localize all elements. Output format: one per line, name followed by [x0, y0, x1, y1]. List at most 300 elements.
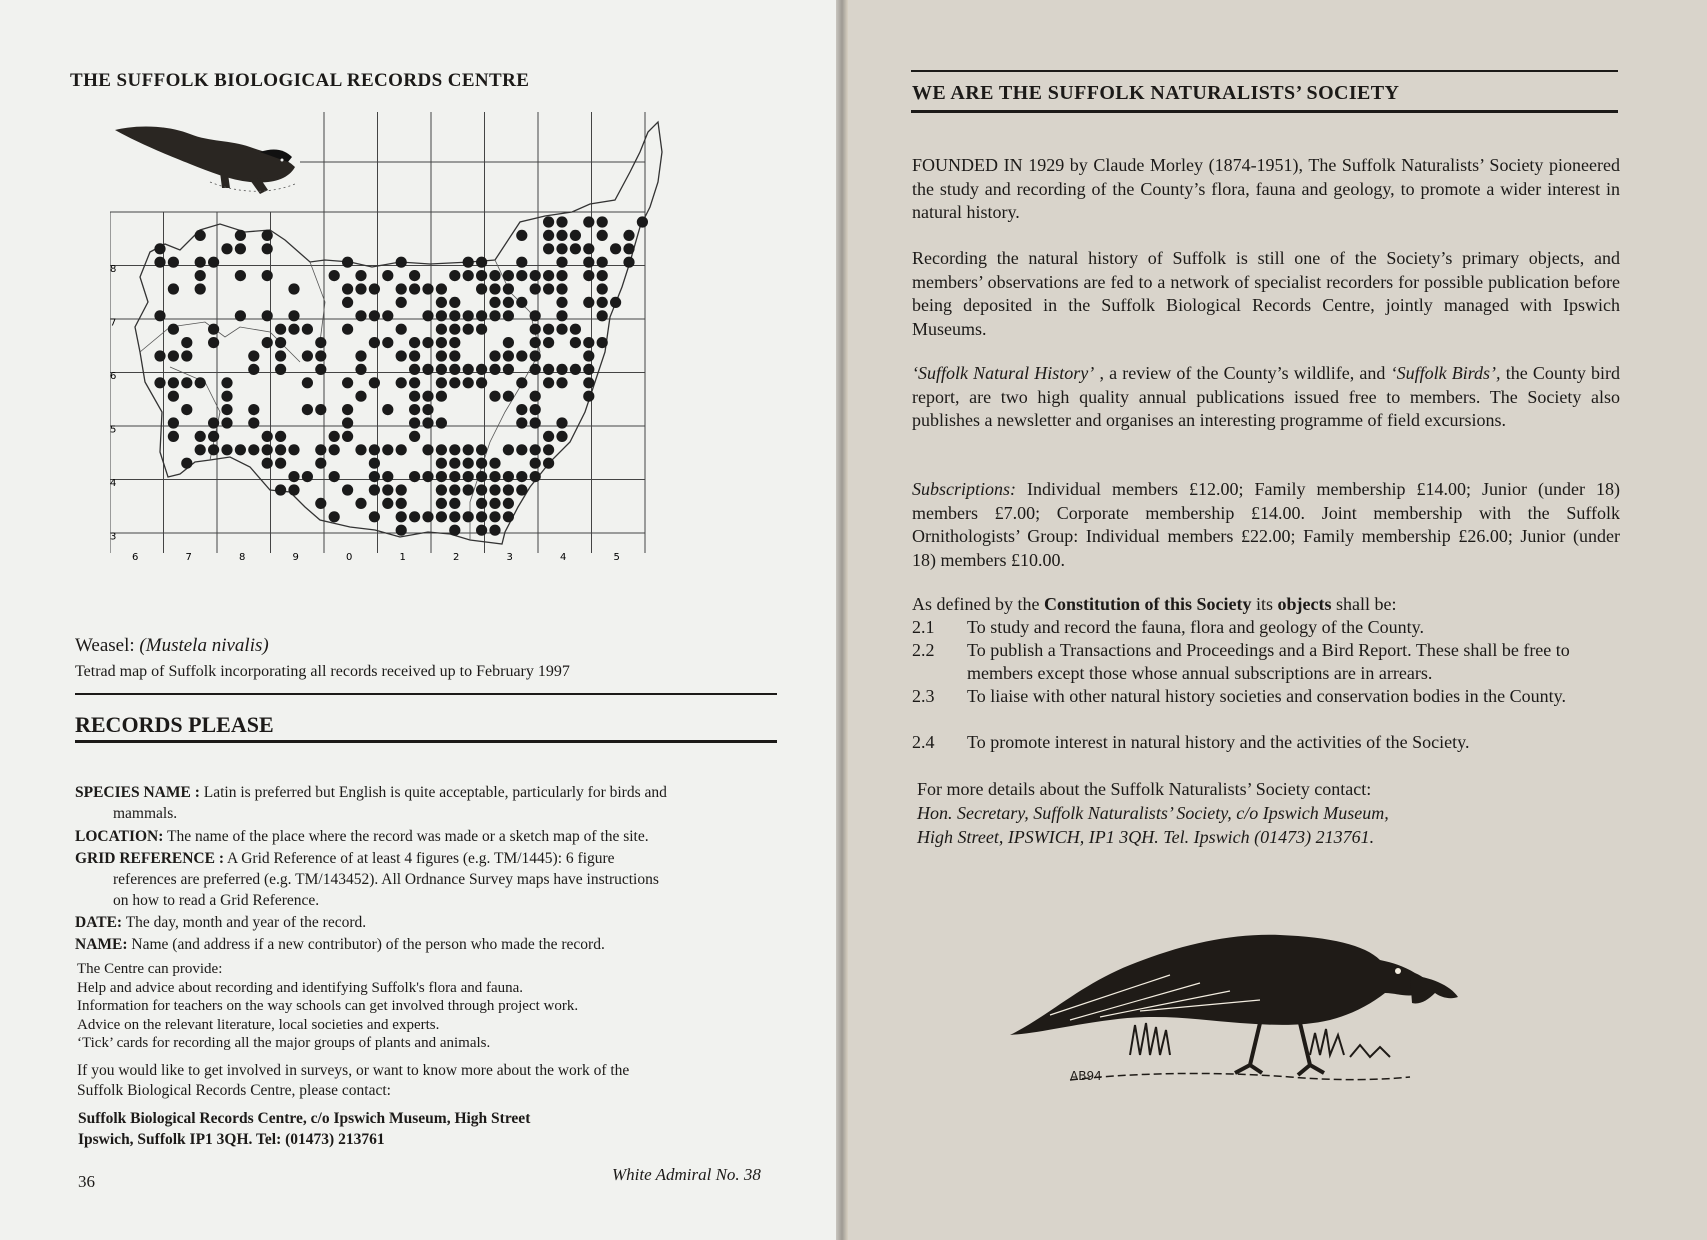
- record-dot: [637, 216, 648, 227]
- record-dot: [463, 270, 474, 281]
- object-item: [912, 731, 1620, 754]
- record-dot: [476, 471, 487, 482]
- list-item: Information for teachers on the way schools can get involved through project work.: [77, 998, 579, 1014]
- contact-line: High Street, IPSWICH, IP1 3QH. Tel. Ipswich (01473) 213761.: [917, 827, 1375, 847]
- record-dot: [355, 310, 366, 321]
- divider: [911, 110, 1618, 113]
- record-dot: [275, 364, 286, 375]
- record-dot: [208, 337, 219, 348]
- record-dot: [436, 364, 447, 375]
- record-dot: [422, 310, 433, 321]
- record-dot: [382, 471, 393, 482]
- map-y-tick-label: 4: [110, 478, 117, 489]
- map-x-tick-label: 8: [239, 552, 246, 563]
- divider: [911, 70, 1618, 72]
- record-dot: [168, 377, 179, 388]
- record-dot: [409, 337, 420, 348]
- object-number: 2.2: [912, 640, 935, 660]
- record-dot: [449, 350, 460, 361]
- subscriptions-paragraph: [912, 478, 1620, 572]
- involvement-note: [77, 1061, 777, 1101]
- weasel-illustration: [115, 127, 295, 194]
- record-dot: [476, 498, 487, 509]
- record-dot: [396, 350, 407, 361]
- record-dot: [583, 391, 594, 402]
- record-dot: [396, 525, 407, 536]
- record-dot: [235, 310, 246, 321]
- record-dot: [235, 230, 246, 241]
- record-dot: [543, 444, 554, 455]
- record-dot: [449, 337, 460, 348]
- record-dot: [597, 297, 608, 308]
- record-dot: [623, 243, 634, 254]
- record-dot: [409, 471, 420, 482]
- record-dot: [463, 310, 474, 321]
- record-dot: [396, 511, 407, 522]
- record-dot: [355, 283, 366, 294]
- record-dot: [329, 270, 340, 281]
- record-dot: [449, 364, 460, 375]
- record-dot: [556, 297, 567, 308]
- record-dot: [422, 337, 433, 348]
- field-text-cont: references are preferred (e.g. TM/143452). All Ordnance Survey maps have instructions: [113, 871, 659, 888]
- record-dot: [208, 431, 219, 442]
- record-dot: [489, 350, 500, 361]
- record-dot: [168, 283, 179, 294]
- map-x-tick-label: 3: [506, 552, 513, 563]
- record-dot: [503, 444, 514, 455]
- record-dot: [463, 364, 474, 375]
- map-y-tick-label: 5: [110, 424, 117, 436]
- record-dot: [262, 230, 273, 241]
- record-dot: [382, 270, 393, 281]
- field-location: [75, 826, 775, 847]
- record-dot: [409, 391, 420, 402]
- record-dot: [262, 444, 273, 455]
- record-dot: [154, 310, 165, 321]
- record-dot: [489, 458, 500, 469]
- record-dot: [221, 243, 232, 254]
- record-dot: [436, 324, 447, 335]
- record-dot: [449, 525, 460, 536]
- record-dot: [195, 270, 206, 281]
- record-dot: [422, 417, 433, 428]
- record-dot: [396, 498, 407, 509]
- record-dot: [342, 431, 353, 442]
- record-dot: [449, 458, 460, 469]
- record-dot: [436, 337, 447, 348]
- map-y-tick-label: 8: [110, 264, 117, 275]
- record-dot: [436, 444, 447, 455]
- record-dot: [436, 377, 447, 388]
- contact-line: Ipswich, Suffolk IP1 3QH. Tel: (01473) 213761: [78, 1131, 385, 1148]
- object-item: [912, 639, 1620, 685]
- record-dot: [382, 404, 393, 415]
- record-dot: [597, 270, 608, 281]
- field-text-cont: mammals.: [113, 805, 178, 822]
- record-dot: [516, 444, 527, 455]
- record-dot: [503, 364, 514, 375]
- record-dot: [275, 324, 286, 335]
- text-span: shall be:: [1331, 594, 1397, 614]
- record-dot: [503, 283, 514, 294]
- record-dot: [288, 484, 299, 495]
- record-dot: [275, 431, 286, 442]
- record-dot: [342, 417, 353, 428]
- record-dot: [409, 431, 420, 442]
- page-number: 36: [78, 1172, 95, 1191]
- map-x-tick-label: 2: [453, 552, 460, 563]
- record-dot: [556, 230, 567, 241]
- record-dot: [275, 337, 286, 348]
- record-dot: [154, 257, 165, 268]
- record-dot: [570, 337, 581, 348]
- record-dot: [489, 498, 500, 509]
- crow-illustration: [1010, 905, 1470, 1105]
- record-dot: [476, 364, 487, 375]
- field-name: [75, 934, 775, 955]
- record-dot: [583, 216, 594, 227]
- record-dot: [476, 484, 487, 495]
- record-dot: [463, 484, 474, 495]
- record-dot: [382, 444, 393, 455]
- record-dot: [583, 257, 594, 268]
- founding-paragraph: FOUNDED IN 1929 by Claude Morley (1874-1951), The Suffolk Naturalists’ Society pioneered the study and recording of the County’s flora, fauna and geology, to promote a wider interest in natural history.: [912, 155, 1620, 222]
- object-number: 2.4: [912, 732, 935, 752]
- record-dot: [516, 484, 527, 495]
- record-dot: [436, 297, 447, 308]
- record-dot: [556, 417, 567, 428]
- record-dot: [329, 444, 340, 455]
- record-dot: [489, 310, 500, 321]
- record-dot: [530, 364, 541, 375]
- record-dot: [556, 310, 567, 321]
- county-subdivision-line: [140, 260, 540, 540]
- record-dot: [516, 350, 527, 361]
- record-dot: [449, 310, 460, 321]
- record-dot: [315, 364, 326, 375]
- book-spine: [836, 0, 848, 1240]
- record-dot: [583, 350, 594, 361]
- record-dot: [355, 364, 366, 375]
- record-dot: [409, 417, 420, 428]
- record-dot: [409, 511, 420, 522]
- record-dot: [530, 458, 541, 469]
- record-dot: [329, 511, 340, 522]
- record-dot: [248, 417, 259, 428]
- record-dot: [503, 484, 514, 495]
- text-bold: objects: [1277, 594, 1332, 614]
- record-dot: [489, 391, 500, 402]
- record-dot: [369, 377, 380, 388]
- text-span: its: [1251, 594, 1278, 614]
- record-dot: [369, 484, 380, 495]
- field-text: The day, month and year of the record.: [125, 914, 367, 931]
- record-dot: [489, 484, 500, 495]
- record-dot: [382, 310, 393, 321]
- record-dot: [623, 230, 634, 241]
- record-dot: [623, 257, 634, 268]
- record-dot: [436, 471, 447, 482]
- record-dot: [409, 377, 420, 388]
- record-dot: [154, 350, 165, 361]
- record-dot: [583, 270, 594, 281]
- object-number: 2.3: [912, 686, 935, 706]
- record-dot: [583, 297, 594, 308]
- record-dot: [422, 364, 433, 375]
- record-dot: [463, 511, 474, 522]
- record-dot: [436, 310, 447, 321]
- record-dot: [476, 511, 487, 522]
- record-dot: [489, 297, 500, 308]
- field-text: The name of the place where the record was made or a sketch map of the site.: [167, 828, 649, 845]
- record-dot: [275, 444, 286, 455]
- record-dot: [409, 350, 420, 361]
- species-common-name: Weasel:: [75, 635, 135, 656]
- record-dot: [530, 391, 541, 402]
- record-dot: [208, 444, 219, 455]
- record-dot: [221, 377, 232, 388]
- record-dot: [248, 404, 259, 415]
- record-dot: [396, 257, 407, 268]
- record-dot: [543, 270, 554, 281]
- record-dot: [262, 337, 273, 348]
- object-item: [912, 685, 1620, 708]
- record-dot: [396, 324, 407, 335]
- record-dot: [503, 511, 514, 522]
- record-dot: [476, 444, 487, 455]
- divider: [75, 693, 777, 695]
- record-dot: [262, 270, 273, 281]
- record-dot: [396, 484, 407, 495]
- record-dot: [248, 364, 259, 375]
- record-dot: [543, 283, 554, 294]
- record-dot: [355, 391, 366, 402]
- record-dot: [503, 337, 514, 348]
- record-dot: [449, 484, 460, 495]
- record-dot: [543, 431, 554, 442]
- page-heading-records-centre: THE SUFFOLK BIOLOGICAL RECORDS CENTRE: [70, 70, 530, 91]
- record-dot: [409, 283, 420, 294]
- record-dot: [369, 511, 380, 522]
- map-x-tick-label: 6: [132, 552, 139, 563]
- record-dot: [342, 257, 353, 268]
- record-dot: [302, 404, 313, 415]
- record-dot: [329, 471, 340, 482]
- publication-title: ‘Suffolk Birds’,: [1390, 363, 1501, 383]
- field-label: GRID REFERENCE :: [75, 850, 224, 867]
- record-dot: [235, 444, 246, 455]
- record-dot: [556, 283, 567, 294]
- record-dot: [543, 243, 554, 254]
- record-dot: [489, 283, 500, 294]
- record-dot: [422, 444, 433, 455]
- record-dot: [597, 257, 608, 268]
- record-dot: [382, 498, 393, 509]
- record-dot: [476, 525, 487, 536]
- record-dot: [275, 350, 286, 361]
- record-dot: [262, 243, 273, 254]
- record-dot: [449, 511, 460, 522]
- record-dot: [583, 337, 594, 348]
- list-item: Advice on the relevant literature, local societies and experts.: [77, 1016, 440, 1033]
- record-dot: [556, 270, 567, 281]
- tetrad-distribution-map: [110, 112, 790, 622]
- record-dot: [503, 297, 514, 308]
- record-dot: [396, 444, 407, 455]
- record-dot: [221, 404, 232, 415]
- record-dot: [195, 257, 206, 268]
- page-heading-society: WE ARE THE SUFFOLK NATURALISTS’ SOCIETY: [912, 82, 1400, 104]
- record-dot: [355, 350, 366, 361]
- contact-line: Suffolk Biological Records Centre, c/o Ipswich Museum, High Street: [78, 1110, 531, 1127]
- record-dot: [516, 230, 527, 241]
- object-text: To liaise with other natural history societies and conservation bodies in the County.: [967, 686, 1566, 706]
- record-dot: [597, 310, 608, 321]
- objects-intro: [912, 593, 1620, 616]
- record-dot: [396, 283, 407, 294]
- field-label: DATE:: [75, 914, 123, 931]
- record-dot: [463, 444, 474, 455]
- record-dot: [235, 270, 246, 281]
- record-dot: [449, 270, 460, 281]
- record-dot: [275, 484, 286, 495]
- record-dot: [195, 431, 206, 442]
- record-dot: [570, 364, 581, 375]
- record-dot: [369, 458, 380, 469]
- record-dot: [476, 324, 487, 335]
- record-dot: [489, 364, 500, 375]
- object-number: 2.1: [912, 617, 935, 637]
- field-date: [75, 912, 775, 933]
- record-dot: [369, 337, 380, 348]
- record-dot: [315, 350, 326, 361]
- divider: [75, 740, 777, 743]
- record-dot: [275, 458, 286, 469]
- record-dot: [262, 458, 273, 469]
- record-dot: [543, 337, 554, 348]
- crow-svg: [1010, 905, 1470, 1105]
- record-dot: [422, 404, 433, 415]
- record-dot: [556, 243, 567, 254]
- field-text-cont: on how to read a Grid Reference.: [113, 892, 320, 909]
- record-dot: [342, 484, 353, 495]
- record-dot: [422, 283, 433, 294]
- record-dot: [342, 324, 353, 335]
- record-dot: [369, 471, 380, 482]
- map-x-tick-label: 0: [346, 552, 353, 563]
- record-dot: [556, 216, 567, 227]
- subscriptions-label: Subscriptions:: [912, 479, 1017, 499]
- record-dot: [556, 364, 567, 375]
- record-dot: [489, 525, 500, 536]
- record-dot: [530, 417, 541, 428]
- record-dot: [516, 377, 527, 388]
- recording-paragraph: Recording the natural history of Suffolk is still one of the Society’s primary objects, and members’ observations are fed to a network of specialist recorders for possible publication before being deposited in the Suffolk Biological Records Centre, jointly managed with Ipswich Museums.: [912, 248, 1620, 339]
- record-dot: [168, 391, 179, 402]
- record-dot: [556, 377, 567, 388]
- record-dot: [355, 498, 366, 509]
- object-item: [912, 616, 1620, 639]
- record-dot: [195, 283, 206, 294]
- record-dot: [195, 230, 206, 241]
- record-dot: [208, 417, 219, 428]
- record-dot: [315, 498, 326, 509]
- text-span: As defined by the: [912, 594, 1044, 614]
- record-dot: [556, 324, 567, 335]
- text-span: , a review of the County’s wildlife, and: [1094, 363, 1391, 383]
- record-dot: [463, 257, 474, 268]
- centre-services-list: [77, 960, 777, 1053]
- map-x-tick-label: 9: [292, 552, 299, 563]
- record-dot: [489, 471, 500, 482]
- record-dot: [181, 458, 192, 469]
- record-dot: [262, 431, 273, 442]
- record-dot: [195, 377, 206, 388]
- record-dot: [530, 471, 541, 482]
- record-dot: [449, 498, 460, 509]
- record-dot: [530, 283, 541, 294]
- record-dot: [516, 471, 527, 482]
- record-dot: [516, 297, 527, 308]
- record-dot: [422, 471, 433, 482]
- record-dot: [422, 511, 433, 522]
- record-dot: [235, 243, 246, 254]
- record-dot: [610, 243, 621, 254]
- field-text: Name (and address if a new contributor) of the person who made the record.: [131, 936, 605, 953]
- record-dot: [463, 458, 474, 469]
- record-dot: [543, 324, 554, 335]
- record-dot: [583, 364, 594, 375]
- society-contact: [917, 777, 1617, 849]
- record-dot: [583, 243, 594, 254]
- list-item: Help and advice about recording and identifying Suffolk's flora and fauna.: [77, 979, 524, 996]
- list-item: ‘Tick’ cards for recording all the major groups of plants and animals.: [77, 1035, 491, 1051]
- record-dot: [449, 471, 460, 482]
- record-dot: [503, 310, 514, 321]
- left-page: [0, 0, 840, 1240]
- services-intro: The Centre can provide:: [77, 961, 223, 977]
- records-centre-contact: [78, 1108, 718, 1150]
- record-dot: [463, 377, 474, 388]
- record-dot: [168, 257, 179, 268]
- record-dot: [476, 377, 487, 388]
- record-dot: [181, 377, 192, 388]
- record-dot: [463, 324, 474, 335]
- record-dot: [597, 216, 608, 227]
- record-dot: [476, 310, 487, 321]
- record-dot: [503, 350, 514, 361]
- record-dot: [288, 310, 299, 321]
- record-dot: [436, 417, 447, 428]
- record-dot: [195, 444, 206, 455]
- record-dot: [382, 484, 393, 495]
- record-dot: [489, 511, 500, 522]
- record-dot: [262, 310, 273, 321]
- record-dot: [409, 270, 420, 281]
- record-dot: [302, 377, 313, 388]
- field-label: SPECIES NAME :: [75, 784, 200, 801]
- map-caption-note: Tetrad map of Suffolk incorporating all records received up to February 1997: [75, 663, 570, 680]
- record-dot: [597, 283, 608, 294]
- record-dot: [449, 444, 460, 455]
- record-dot: [315, 458, 326, 469]
- record-dot: [369, 310, 380, 321]
- field-species-name: [75, 782, 775, 824]
- record-dot: [154, 243, 165, 254]
- record-dot: [530, 350, 541, 361]
- involvement-line: If you would like to get involved in surveys, or want to know more about the work of the: [77, 1062, 630, 1079]
